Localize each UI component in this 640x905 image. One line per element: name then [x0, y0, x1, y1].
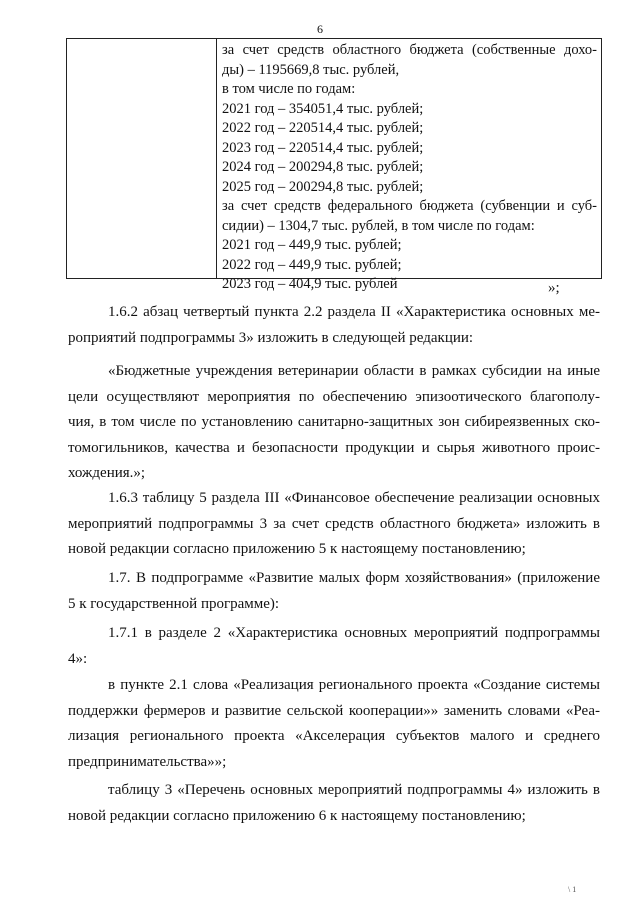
paragraph-1-7-1 — [68, 621, 600, 672]
text-line: таблицу 3 «Перечень основных мероприятий подпрограммы 4» изложить в — [108, 782, 600, 798]
text-line: роприятий подпрограммы 3» изложить в следующей редакции: — [68, 329, 474, 346]
table-line: ды) – 1195669,8 тыс. рублей, — [222, 61, 400, 78]
text-line: «Бюджетные учреждения ветеринарии области в рамках субсидии на иные — [108, 363, 600, 379]
text-line: цели осуществляют мероприятия по обеспечению эпизоотического благополу- — [68, 388, 600, 405]
footer-mark: \ 1 — [568, 885, 577, 894]
page-number: 6 — [317, 22, 323, 36]
table-line: 2022 год – 449,9 тыс. рублей; — [222, 256, 402, 273]
text-line: 1.7. В подпрограмме «Развитие малых форм хозяйствования» (приложение — [108, 570, 600, 586]
table-line: сидии) – 1304,7 тыс. рублей, в том числе по годам: — [222, 217, 535, 234]
text-line: 4»: — [68, 650, 88, 667]
table-right-cell — [217, 39, 601, 292]
paragraph-table-3 — [68, 778, 600, 829]
text-line: предпринимательства»»; — [68, 753, 227, 770]
table-line: 2021 год – 354051,4 тыс. рублей; — [222, 100, 424, 117]
text-line: 5 к государственной программе): — [68, 595, 280, 612]
paragraph-2-1 — [68, 673, 600, 775]
table-line: 2021 год – 449,9 тыс. рублей; — [222, 237, 402, 253]
text-line: томогильников, качества и безопасности продукции и сырья животного проис- — [68, 439, 600, 456]
table-line: 2024 год – 200294,8 тыс. рублей; — [222, 159, 424, 175]
funding-table — [66, 38, 602, 292]
text-line: поддержки фермеров и развитие сельской кооперации»» заменить словами «Реа- — [68, 702, 600, 719]
text-line: хождения.»; — [68, 465, 146, 481]
paragraph-1-6-3 — [68, 486, 600, 563]
table-line: 2025 год – 200294,8 тыс. рублей; — [222, 178, 424, 195]
text-line: 1.6.2 абзац четвертый пункта 2.2 раздела II «Характеристика основных ме- — [108, 304, 600, 320]
text-line: в пункте 2.1 слова «Реализация регионального проекта «Создание системы — [108, 677, 600, 693]
table-line: 2023 год – 404,9 тыс. рублей — [222, 276, 398, 292]
text-line: новой редакции согласно приложению 5 к настоящему постановлению; — [68, 541, 526, 557]
paragraph-1-6-2 — [68, 300, 600, 351]
table-line: 2022 год – 220514,4 тыс. рублей; — [222, 120, 424, 136]
text-line: новой редакции согласно приложению 6 к настоящему постановлению; — [68, 807, 526, 824]
table-line: 2023 год – 220514,4 тыс. рублей; — [222, 139, 424, 156]
text-line: лизация регионального проекта «Акселерация субъектов малого и среднего — [68, 728, 600, 744]
paragraph-1-7 — [68, 566, 600, 617]
table-line: за счет средств областного бюджета (собственные дохо- — [222, 42, 597, 58]
table-line: за счет средств федерального бюджета (субвенции и суб- — [222, 198, 597, 214]
table-left-cell — [67, 39, 217, 278]
table-line: в том числе по годам: — [222, 81, 356, 97]
text-line: чия, в том числе по установлению санитарно-защитных зон сибиреязвенных ско- — [68, 414, 600, 430]
text-line: мероприятий подпрограммы 3 за счет средств областного бюджета» изложить в — [68, 515, 600, 532]
paragraph-quote — [68, 359, 600, 487]
text-line: 1.6.3 таблицу 5 раздела III «Финансовое обеспечение реализации основных — [108, 490, 600, 506]
quote-end: »; — [548, 280, 560, 296]
text-line: 1.7.1 в разделе 2 «Характеристика основных мероприятий подпрограммы — [108, 625, 600, 641]
